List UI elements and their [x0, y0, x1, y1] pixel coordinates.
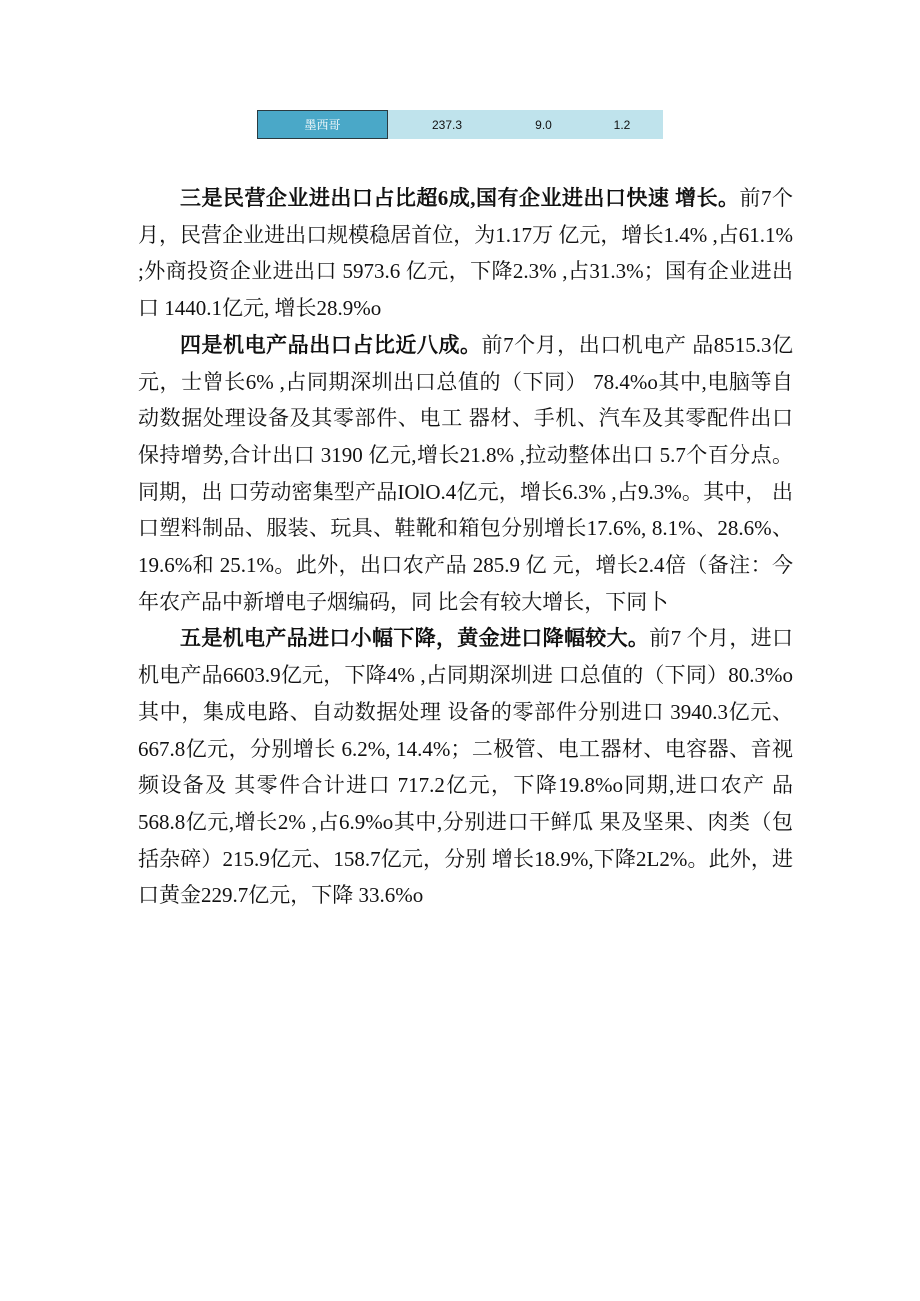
- country-cell: 墨西哥: [257, 110, 388, 139]
- share-cell: 1.2: [581, 110, 663, 139]
- paragraph-heading: 三是民营企业进出口占比超6成,国有企业进出口快速 增长。: [180, 186, 740, 210]
- value-cell: 237.3: [388, 110, 506, 139]
- paragraph-electromechanical-export: [138, 327, 793, 621]
- paragraph-electromechanical-import: [138, 620, 793, 914]
- table-row: [257, 110, 663, 139]
- growth-cell: 9.0: [506, 110, 581, 139]
- paragraph-text: 前7个月，民营企业进出口规模稳居首位，为1.17万 亿元，增长1.4% ,占61.1% ;外商投资企业进出口 5973.6 亿元，下降2.3% ,占31.3%；国有企业进出口 1440.1亿元, 增长28.9%o: [138, 186, 793, 321]
- paragraph-text: 前7个月，出口机电产 品8515.3亿元，士曾长6% ,占同期深圳出口总值的（下同） 78.4%o其中,电脑等自动数据处理设备及其零部件、电工 器材、手机、汽车及其零配件出口保持增势,合计出口 3190 亿元,增长21.8% ,拉动整体出口 5.7个百分点。同期，出 口劳动密集型产品IOlO.4亿元，增长6.3% ,占9.3%。其中， 出口塑料制品、服装、玩具、鞋靴和箱包分别增长17.6%, 8.1%、28.6%、19.6%和 25.1%。此外，出口农产品 285.9 亿 元，增长2.4倍（备注：今年农产品中新增电子烟编码，同 比会有较大增长，下同卜: [138, 332, 794, 614]
- paragraph-heading: 五是机电产品进口小幅下降，黄金进口降幅较大。: [180, 626, 650, 651]
- document-body: [138, 180, 793, 914]
- paragraph-text: 前7 个月，进口机电产品6603.9亿元，下降4% ,占同期深圳进 口总值的（下同）80.3%o其中，集成电路、自动数据处理 设备的零部件分别进口 3940.3亿元、667.8亿元，分别增长 6.2%, 14.4%；二极管、电工器材、电容器、音视频设备及 其零件合计进口 717.2亿元，下降19.8%o同期,进口农产 品568.8亿元,增长2% ,占6.9%o其中,分别进口干鲜瓜 果及坚果、肉类（包括杂碎）215.9亿元、158.7亿元，分别 增长18.9%,下降2L2%。此外，进口黄金229.7亿元，下降 33.6%o: [138, 626, 794, 908]
- paragraph-private-enterprise: [138, 180, 793, 327]
- paragraph-heading: 四是机电产品出口占比近八成。: [180, 332, 482, 357]
